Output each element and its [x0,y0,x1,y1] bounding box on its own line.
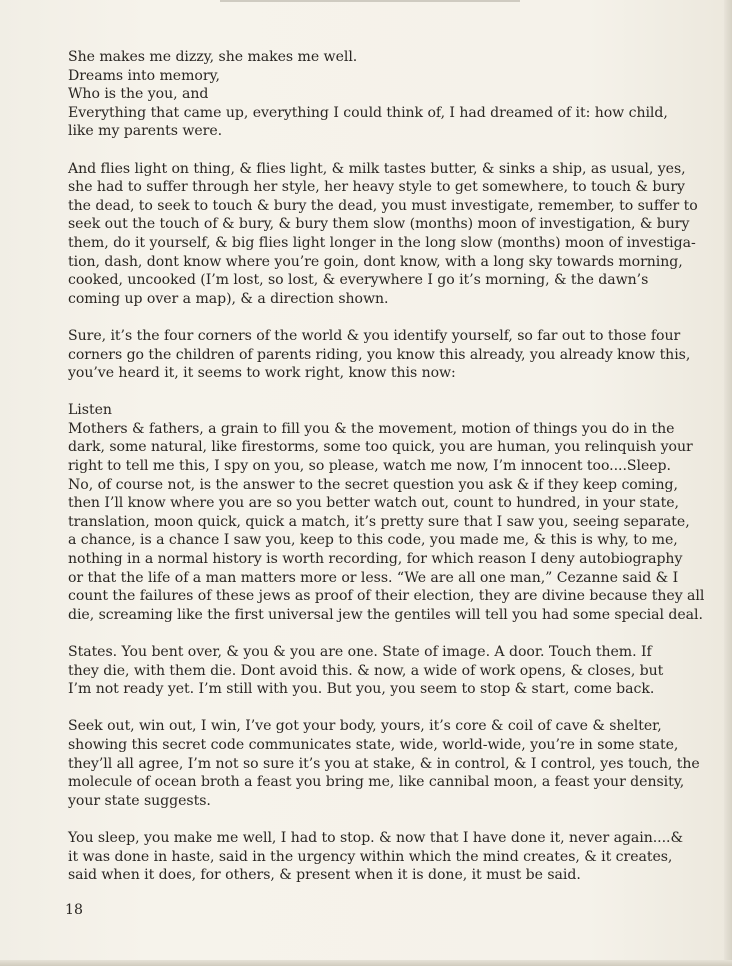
text-line: She makes me dizzy, she makes me well. [68,49,358,65]
text-line: States. You bent over, & you & you are one. State of image. A door. Touch them. If [68,644,652,660]
paragraph [68,327,691,383]
paragraph [68,401,705,624]
text-line: said when it does, for others, & present when it is done, it must be said. [68,867,581,884]
text-line: then I’ll know where you are so you better watch out, count to hundred, in your state, [68,495,679,512]
text-line: count the failures of these jews as proof of their election, they are divine because they all [68,588,705,605]
text-line: them, do it yourself, & big flies light longer in the long slow (months) moon of investiga- [68,234,696,251]
text-line: corners go the children of parents riding, you know this already, you already know this, [68,346,691,363]
text-line: Dreams into memory, [68,67,220,84]
page-number: 18 [65,902,83,918]
text-line: showing this secret code communicates state, wide, world-wide, you’re in some state, [68,736,679,753]
text-line: you’ve heard it, it seems to work right, know this now: [68,365,456,382]
text-line: like my parents were. [68,123,223,140]
text-line: You sleep, you make me well, I had to stop. & now that I have done it, never again....& [68,829,683,846]
text-line: translation, moon quick, quick a match, it’s pretty sure that I saw you, seeing separate, [68,513,690,530]
top-edge-mark [220,0,520,2]
text-line: a chance, is a chance I saw you, keep to this code, you made me, & this is why, to me, [68,532,678,549]
poem-text [68,48,705,903]
text-line: And flies light on thing, & flies light, & milk tastes butter, & sinks a ship, as usual, yes, [68,160,686,177]
text-line: nothing in a normal history is worth recording, for which reason I deny autobiography [68,551,683,568]
text-line: or that the life of a man matters more or less. “We are all one man,” Cezanne said & I [68,569,679,586]
text-line: cooked, uncooked (I’m lost, so lost, & everywhere I go it’s morning, & the dawn’s [68,272,649,289]
text-line: Everything that came up, everything I could think of, I had dreamed of it: how child, [68,104,668,121]
text-line: they die, with them die. Dont avoid this. & now, a wide of work opens, & closes, but [68,662,664,679]
text-line: Mothers & fathers, a grain to fill you & the movement, motion of things you do in the [68,420,675,437]
text-line: right to tell me this, I spy on you, so please, watch me now, I’m innocent too....Sleep. [68,458,671,475]
text-line: tion, dash, dont know where you’re goin, dont know, with a long sky towards morning, [68,253,683,270]
text-line: coming up over a map), & a direction shown. [68,290,389,307]
text-line: I’m not ready yet. I’m still with you. But you, you seem to stop & start, come back. [68,681,655,698]
text-line: Listen [68,402,112,419]
text-line: Sure, it’s the four corners of the world & you identify yourself, so far out to those four [68,327,681,344]
text-line: they’ll all agree, I’m not so sure it’s you at stake, & in control, & I control, yes touch, the [68,755,700,772]
text-line: molecule of ocean broth a feast you bring me, like cannibal moon, a feast your density, [68,774,685,791]
text-line: your state suggests. [68,792,211,809]
page-bottom-edge [0,960,732,966]
paragraph [68,643,674,699]
text-line: seek out the touch of & bury, & bury them slow (months) moon of investigation, & bury [68,216,690,233]
text-line: dark, some natural, like firestorms, some too quick, you are human, you relinquish your [68,439,693,456]
paragraph [68,717,700,810]
text-line: No, of course not, is the answer to the secret question you ask & if they keep coming, [68,476,678,493]
text-line: die, screaming like the first universal jew the gentiles will tell you had some special deal. [68,606,703,623]
text-line: the dead, to seek to touch & bury the dead, you must investigate, remember, to suffer to [68,197,698,214]
paragraph [68,48,674,141]
text-line: Who is the you, and [68,86,209,103]
paragraph [68,829,683,885]
text-line: Seek out, win out, I win, I’ve got your body, yours, it’s core & coil of cave & shelter, [68,718,662,735]
page-right-edge [724,0,732,966]
text-line: she had to suffer through her style, her heavy style to get somewhere, to touch & bury [68,179,685,196]
text-line: it was done in haste, said in the urgency within which the mind creates, & it creates, [68,848,673,865]
paragraph [68,160,698,309]
